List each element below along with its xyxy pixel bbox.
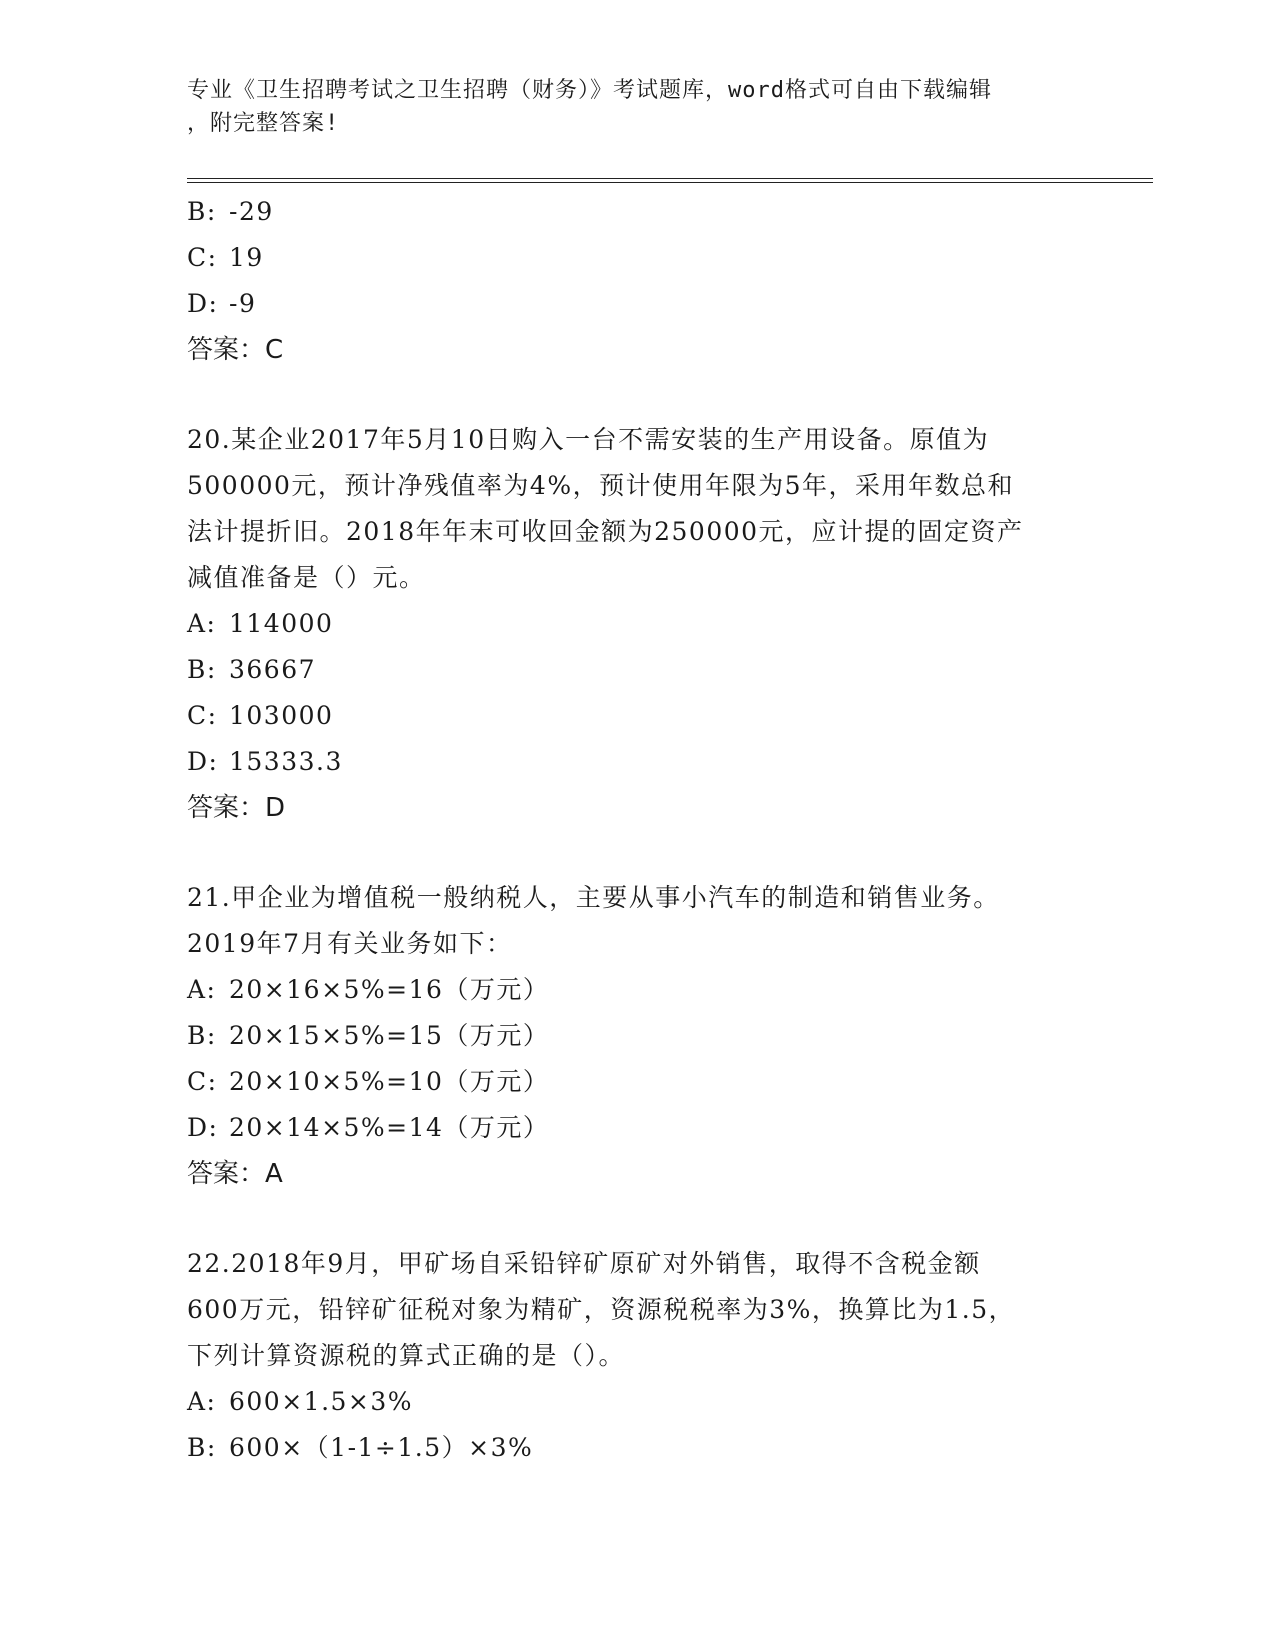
question-stem-line: 减值准备是（）元。	[187, 563, 426, 592]
option-b	[187, 1013, 1087, 1059]
option-text: 600×（1-1÷1.5）×3%	[229, 1433, 534, 1462]
answer-line: 答案：D	[187, 793, 286, 823]
header-divider-bottom	[187, 182, 1153, 183]
option-text: 19	[229, 243, 264, 272]
spacer	[187, 831, 1087, 875]
header-line-1: 专业《卫生招聘考试之卫生招聘（财务）》考试题库，word格式可自由下载编辑	[187, 78, 992, 103]
option-b	[187, 189, 1087, 235]
option-b	[187, 647, 1087, 693]
option-letter: C:	[187, 701, 218, 730]
option-letter: C:	[187, 243, 218, 272]
option-text: 114000	[229, 609, 334, 638]
question-19-continued	[187, 189, 1087, 373]
option-text: 20×16×5%=16（万元）	[229, 975, 550, 1004]
header-line-2: ，附完整答案!	[187, 111, 340, 136]
option-text: 20×10×5%=10（万元）	[229, 1067, 550, 1096]
option-letter: B:	[187, 1021, 217, 1050]
option-text: 15333.3	[229, 747, 343, 776]
option-letter: A:	[187, 609, 217, 638]
option-text: 20×14×5%=14（万元）	[229, 1113, 550, 1142]
option-text: 600×1.5×3%	[229, 1387, 414, 1416]
option-text: 103000	[229, 701, 334, 730]
option-b	[187, 1425, 1087, 1471]
question-stem-line: 2019年7月有关业务如下：	[187, 929, 513, 958]
option-text: 20×15×5%=15（万元）	[229, 1021, 550, 1050]
option-c	[187, 235, 1087, 281]
option-letter: C:	[187, 1067, 218, 1096]
option-c	[187, 693, 1087, 739]
option-a	[187, 601, 1087, 647]
question-stem-line: 21.甲企业为增值税一般纳税人，主要从事小汽车的制造和销售业务。	[187, 883, 1000, 912]
question-stem-line: 法计提折旧。2018年年末可收回金额为250000元，应计提的固定资产	[187, 517, 1024, 546]
question-stem-line: 500000元，预计净残值率为4%，预计使用年限为5年，采用年数总和	[187, 471, 1015, 500]
option-letter: D:	[187, 289, 219, 318]
question-22	[187, 1241, 1087, 1471]
question-stem-line: 600万元，铅锌矿征税对象为精矿，资源税税率为3%，换算比为1.5，	[187, 1295, 1016, 1324]
option-d	[187, 1105, 1087, 1151]
option-letter: B:	[187, 1433, 217, 1462]
option-letter: A:	[187, 1387, 217, 1416]
option-a	[187, 967, 1087, 1013]
answer-line: 答案：A	[187, 1159, 283, 1189]
option-text: -29	[229, 197, 274, 226]
header-divider-top	[187, 178, 1153, 179]
option-letter: B:	[187, 197, 217, 226]
option-letter: B:	[187, 655, 217, 684]
option-letter: D:	[187, 747, 219, 776]
option-text: 36667	[229, 655, 317, 684]
option-c	[187, 1059, 1087, 1105]
question-20	[187, 417, 1087, 831]
option-text: -9	[229, 289, 257, 318]
option-letter: D:	[187, 1113, 219, 1142]
option-d	[187, 281, 1087, 327]
question-stem-line: 20.某企业2017年5月10日购入一台不需安装的生产用设备。原值为	[187, 425, 990, 454]
option-d	[187, 739, 1087, 785]
option-letter: A:	[187, 975, 217, 1004]
option-a	[187, 1379, 1087, 1425]
answer-line: 答案：C	[187, 335, 284, 365]
question-21	[187, 875, 1087, 1197]
spacer	[187, 373, 1087, 417]
question-stem-line: 下列计算资源税的算式正确的是（）。	[187, 1341, 626, 1370]
question-list	[187, 189, 1087, 1471]
spacer	[187, 1197, 1087, 1241]
question-stem-line: 22.2018年9月，甲矿场自采铅锌矿原矿对外销售，取得不含税金额	[187, 1249, 981, 1278]
document-header	[187, 74, 1067, 140]
